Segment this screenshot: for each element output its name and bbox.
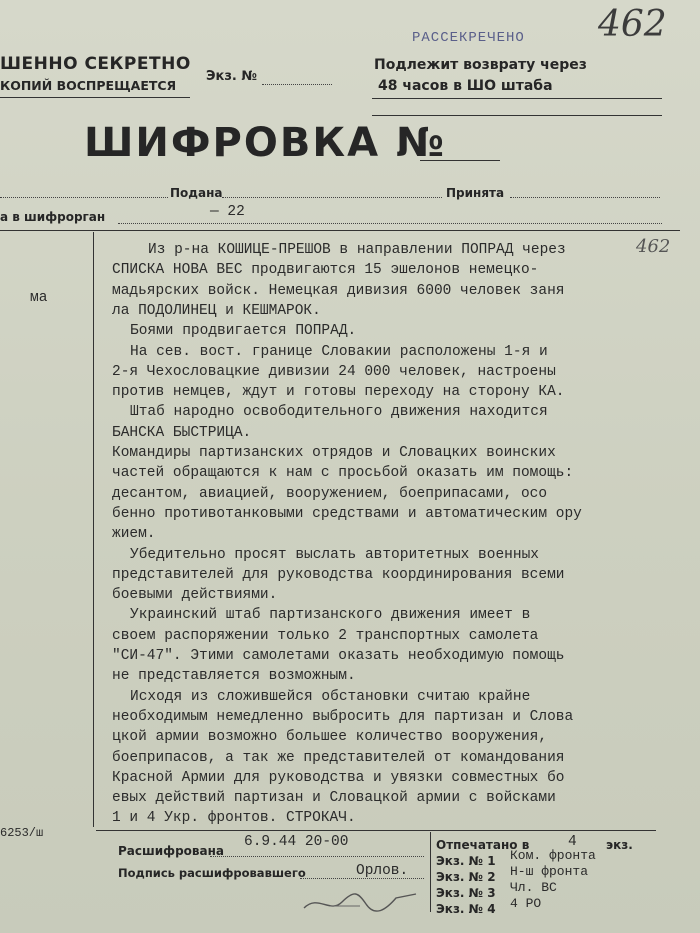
footer-top-rule	[96, 830, 656, 831]
copy-3-value: Чл. ВС	[510, 880, 557, 895]
body-line: Из р-на КОШИЦЕ-ПРЕШОВ в направлении ПОПРАД через	[148, 242, 566, 258]
body-line: 1 и 4 Укр. фронтов. СТРОКАЧ.	[112, 810, 356, 827]
body-line: "СИ-47". Этими самолетами оказать необходимую помощь	[112, 648, 565, 664]
printed-suffix: экз.	[606, 838, 633, 852]
body-line: не представляется возможным.	[112, 668, 356, 685]
copy-2-label: Экз. № 2	[436, 870, 496, 884]
body-line: боеприпасов, а так же представителей от командования	[112, 749, 565, 766]
copy-1-label: Экз. № 1	[436, 854, 496, 868]
return-notice-rule	[372, 115, 662, 116]
body-line: 2-я Чехословацкие дивизии 24 000 человек, настроены	[112, 363, 556, 380]
body-line: Командиры партизанских отрядов и Словацких воинских	[112, 445, 556, 461]
body-line: частей обращаются к нам с просьбой оказать им помощь:	[112, 465, 574, 482]
return-notice-underline	[372, 98, 662, 99]
body-line: Штаб народно освободительного движения находится	[130, 404, 548, 421]
body-line: Украинский штаб партизанского движения имеет в	[130, 607, 531, 624]
body-line: Боями продвигается ПОПРАД.	[130, 323, 357, 340]
page-title: ШИФРОВКА №	[84, 120, 447, 166]
signature-line	[300, 878, 424, 879]
body-line: боевыми действиями.	[112, 587, 278, 604]
shiforgan-line	[118, 223, 662, 224]
body-left-rule	[93, 232, 94, 827]
printed-label: Отпечатано в	[436, 838, 530, 852]
body-line: необходимым немедленно выбросить для партизан и Слова	[112, 708, 574, 725]
body-line: представителей для руководства координирования всеми	[112, 566, 565, 583]
signature-label: Подпись расшифровавшего	[118, 866, 306, 880]
shiforgan-value: — 22	[210, 204, 245, 220]
return-notice-line-2: 48 часов в ШО штаба	[378, 78, 553, 94]
submitted-line-left	[0, 197, 168, 198]
title-number-line	[420, 160, 500, 161]
body-line: Убедительно просят выслать авторитетных военных	[130, 546, 539, 563]
body-line: БАНСКА БЫСТРИЦА.	[112, 424, 252, 441]
body-line: жием.	[112, 526, 156, 543]
printed-count: 4	[568, 834, 577, 850]
copy-1-value: Ком. фронта	[510, 848, 596, 863]
handwritten-signature	[300, 884, 420, 920]
copy-3-label: Экз. № 3	[436, 886, 496, 900]
declassified-stamp: РАССЕКРЕЧЕНО	[412, 30, 525, 46]
body-line: цкой армии возможно большее количество вооружения,	[112, 729, 548, 746]
secret-heading: ШЕННО СЕКРЕТНО	[0, 54, 191, 74]
received-label: Принята	[446, 186, 505, 200]
return-notice-line-1: Подлежит возврату через	[374, 57, 587, 73]
copy-4-label: Экз. № 4	[436, 902, 496, 916]
decoded-line	[210, 856, 424, 857]
body-line: своем распоряжении только 2 транспортных самолета	[112, 627, 539, 644]
body-line: евых действий партизан и Словацкой армии с войсками	[112, 790, 556, 807]
decoded-label: Расшифрована	[118, 844, 224, 858]
body-line: ла ПОДОЛИНЕЦ и КЕШМАРОК.	[112, 302, 321, 319]
header-underline	[0, 97, 190, 98]
submitted-label: Подана	[170, 186, 223, 200]
body-line: десантом, авиацией, вооружением, боеприпасами, осо	[112, 485, 548, 502]
body-line: Красной Армии для руководства и увязки совместных бо	[112, 769, 565, 786]
body-line: мадьярских войск. Немецкая дивизия 6000 человек заня	[112, 282, 565, 299]
copy-number-line	[262, 84, 332, 85]
signature-value: Орлов.	[356, 863, 409, 879]
received-line	[510, 197, 660, 198]
margin-number: 6253/ш	[0, 826, 44, 840]
body-line: против немцев, ждут и готовы переходу на сторону КА.	[112, 384, 565, 401]
shiforgan-label: а в шифрорган	[0, 210, 106, 224]
page-number-handwritten: 462	[636, 236, 671, 257]
copy-2-value: Н-ш фронта	[510, 864, 589, 879]
margin-note: ма	[30, 290, 48, 306]
body-top-rule	[0, 230, 680, 231]
archive-number-handwritten: 462	[598, 4, 667, 45]
body-line: Исходя из сложившейся обстановки считаю крайне	[130, 688, 531, 705]
body-line: На сев. вост. границе Словакии расположены 1-я и	[130, 343, 548, 360]
copy-4-value: 4 РО	[510, 896, 542, 911]
submitted-line	[222, 197, 442, 198]
body-line: СПИСКА НОВА ВЕС продвигаются 15 эшелонов немецко-	[112, 262, 539, 279]
footer-divider	[430, 832, 431, 912]
copy-number-label: Экз. №	[206, 69, 258, 84]
decoded-value: 6.9.44 20-00	[244, 834, 349, 850]
body-line: бенно противотанковыми средствами и автоматическим ору	[112, 505, 582, 522]
copy-forbidden-notice: КОПИЙ ВОСПРЕЩАЕТСЯ	[0, 78, 177, 93]
